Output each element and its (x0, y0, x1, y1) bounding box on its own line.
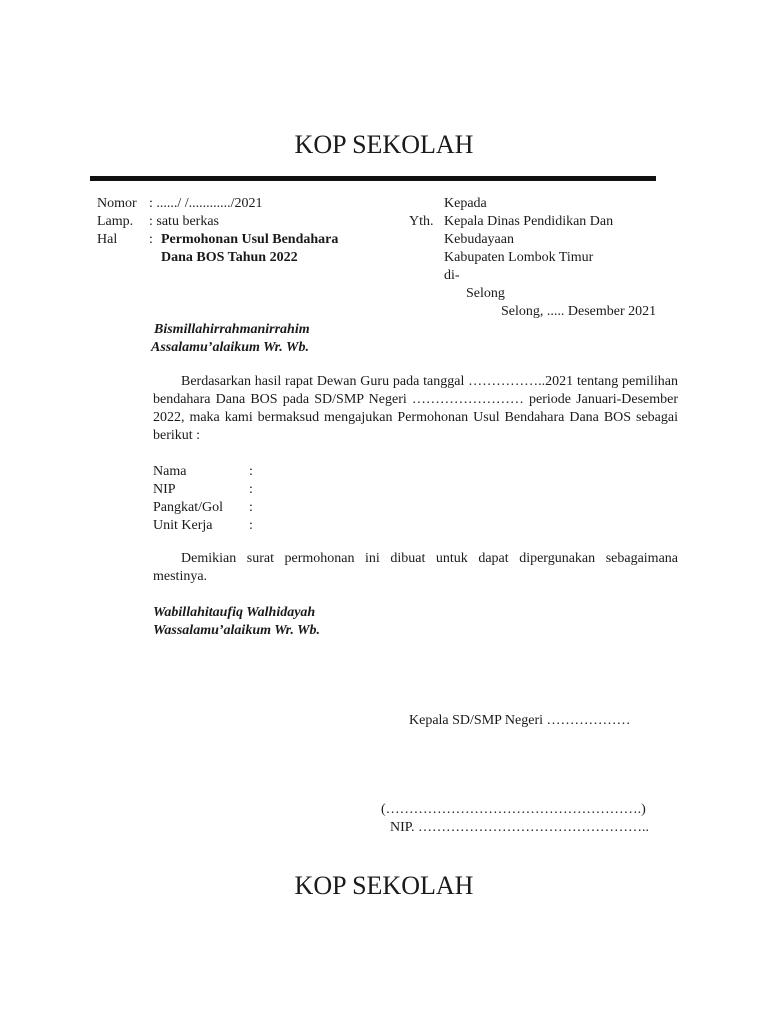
field-colon: : (249, 518, 253, 533)
recipient-line3: Kabupaten Lombok Timur (444, 250, 594, 265)
closing-line1: Wabillahitaufiq Walhidayah (153, 605, 316, 620)
recipient-line2: Kebudayaan (444, 232, 514, 247)
opening-salam: Assalamu’alaikum Wr. Wb. (151, 340, 309, 355)
nomor-value: : ....../ /............/2021 (149, 196, 263, 211)
opening-bismillah: Bismillahirrahmanirrahim (154, 322, 310, 337)
recipient-line1: Kepala Dinas Pendidikan Dan (444, 214, 614, 229)
field-label-pangkat: Pangkat/Gol (153, 500, 223, 515)
field-colon: : (249, 500, 253, 515)
field-label-nama: Nama (153, 464, 187, 479)
field-colon: : (249, 482, 253, 497)
lamp-value: : satu berkas (149, 214, 219, 229)
letterhead-title-bottom: KOP SEKOLAH (294, 871, 474, 900)
signature-title: Kepala SD/SMP Negeri ……………… (409, 713, 631, 728)
recipient-line5: Selong (466, 286, 505, 301)
signature-name: (……………………………………………….) (381, 802, 646, 817)
hal-value-line1: Permohonan Usul Bendahara (161, 232, 339, 247)
field-label-unit-kerja: Unit Kerja (153, 518, 213, 533)
recipient-line4: di- (444, 268, 460, 283)
body-paragraph-1: Berdasarkan hasil rapat Dewan Guru pada tanggal ……………..2021 tentang pemilihan bendahara Dana BOS pada SD/SMP Negeri …………………… periode Januari-Desember 2022, maka kami bermaksud mengajukan Permohonan Usul Bendahara Dana BOS sebagai berikut : (153, 374, 678, 443)
recipient-kepada: Kepada (444, 196, 487, 211)
hal-value-line2: Dana BOS Tahun 2022 (161, 250, 298, 265)
nomor-label: Nomor (97, 196, 137, 211)
hal-label: Hal (97, 232, 118, 247)
body-paragraph-2: Demikian surat permohonan ini dibuat untuk dapat dipergunakan sebagaimana mestinya. (153, 551, 678, 584)
signature-nip: NIP. ………………………………………….. (390, 820, 650, 835)
closing-line2: Wassalamu’alaikum Wr. Wb. (153, 623, 321, 638)
letterhead-title: KOP SEKOLAH (294, 130, 474, 159)
letterhead-divider (90, 176, 656, 181)
letter-date: Selong, ..... Desember 2021 (501, 304, 657, 319)
lamp-label: Lamp. (97, 214, 134, 229)
field-label-nip: NIP (153, 482, 176, 497)
hal-colon: : (149, 232, 153, 247)
recipient-yth: Yth. (409, 214, 434, 229)
field-colon: : (249, 464, 253, 479)
